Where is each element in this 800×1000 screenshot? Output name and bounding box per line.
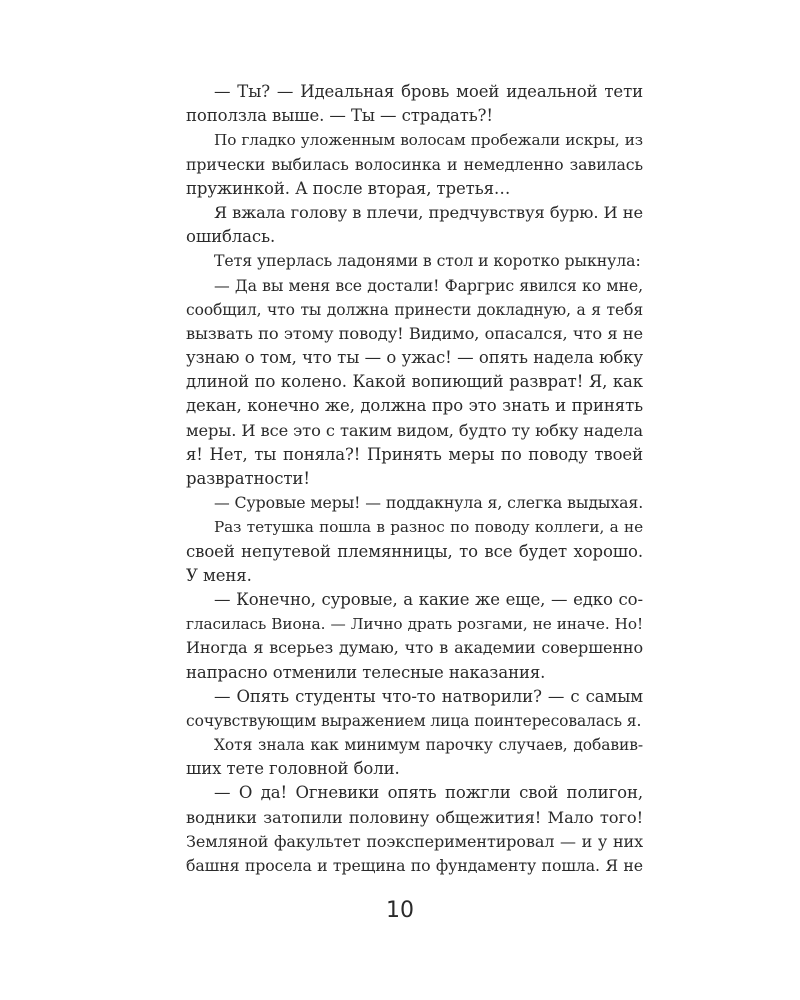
text-line: пружинкой. А после вторая, третья… bbox=[186, 178, 511, 198]
text-line: У меня. bbox=[186, 565, 252, 585]
text-line: Хотя знала как минимум парочку случаев, добавив- bbox=[214, 736, 643, 755]
text-line: развратности! bbox=[186, 469, 310, 488]
text-line: гласилась Виона. — Лично драть розгами, не иначе. Но! bbox=[186, 615, 643, 634]
text-line: — Ты? — Идеальная бровь моей идеальной тети bbox=[214, 82, 643, 101]
text-line: декан, конечно же, должна про это знать и принять bbox=[186, 396, 643, 416]
text-line: Земляной факультет поэкспериментировал — и у них bbox=[186, 831, 643, 851]
text-line: — Опять студенты что-то натворили? — с самым bbox=[214, 686, 643, 706]
text-line: длиной по колено. Какой вопиющий разврат! Я, как bbox=[186, 372, 643, 392]
text-line: — Суровые меры! — поддакнула я, слегка выдыхая. bbox=[214, 493, 644, 513]
text-line: сообщил, что ты должна принести докладную, а я тебя bbox=[186, 300, 643, 319]
text-line: ошиблась. bbox=[186, 227, 276, 247]
text-line: Я вжала голову в плечи, предчувствуя бурю. И не bbox=[214, 202, 643, 222]
text-line: — Конечно, суровые, а какие же еще, — едко со- bbox=[214, 589, 643, 609]
text-line: водники затопили половину общежития! Мало того! bbox=[186, 807, 643, 827]
text-line: прически выбилась волосинка и немедленно завилась bbox=[186, 154, 643, 174]
text-line: башня просела и трещина по фундаменту пошла. Я не bbox=[186, 856, 643, 875]
text-line: Раз тетушка пошла в разнос по поводу коллеги, а не bbox=[214, 518, 643, 537]
text-line: — Да вы меня все достали! Фаргрис явился ко мне, bbox=[214, 275, 643, 295]
text-line: узнаю о том, что ты — о ужас! — опять надела юбку bbox=[186, 348, 643, 368]
text-line: ших тете головной боли. bbox=[186, 759, 400, 779]
page-number: 10 bbox=[386, 898, 414, 923]
text-line: По гладко уложенным волосам пробежали искры, из bbox=[214, 131, 643, 150]
text-line: поползла выше. — Ты — страдать?! bbox=[186, 106, 493, 126]
text-line: Тетя уперлась ладонями в стол и коротко рыкнула: bbox=[214, 251, 641, 271]
text-line: я! Нет, ты поняла?! Принять меры по поводу твоей bbox=[186, 444, 643, 464]
text-line: Иногда я всерьез думаю, что в академии совершенно bbox=[186, 638, 643, 658]
text-line: вызвать по этому поводу! Видимо, опасался, что я не bbox=[186, 323, 643, 343]
text-line: — О да! Огневики опять пожгли свой полигон, bbox=[214, 783, 643, 803]
body-text bbox=[186, 80, 643, 878]
text-line: меры. И все это с таким видом, будто ту юбку надела bbox=[186, 420, 643, 440]
text-line: своей непутевой племянницы, то все будет хорошо. bbox=[186, 541, 643, 561]
text-line: напрасно отменили телесные наказания. bbox=[186, 662, 546, 682]
text-line: сочувствующим выражением лица поинтересовалась я. bbox=[186, 711, 642, 730]
